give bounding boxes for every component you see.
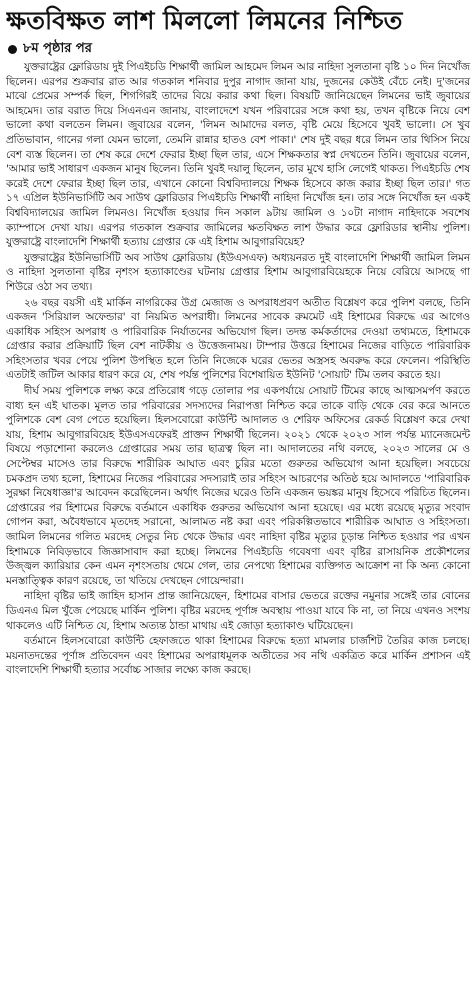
bullet-icon: [8, 45, 17, 54]
continued-from-marker: [8, 40, 470, 58]
paragraph: যুক্তরাষ্ট্রের ফ্লোরিডায় দুই পিএইচডি শিক্ষার্থী জামিল আহমেদ লিমন আর নাহিদা সুলতানা বৃষ্টি ১০ দিন নিখোঁজ ছিলেন। এরপর শুক্রবার রাত আর গতকাল শনিবার দুপুর নাগাদ জানা যায়, দুজনের কেউই বেঁচে নেই। দু'জনের মাঝে প্রেমের সম্পর্ক ছিল, শিগগিরই তাদের বিয়ে করার কথা ছিল। বিষয়টি জানিয়েছেন লিমনের ভাই জুবায়ের আহমেদ। তার বরাত দিয়ে সিএনএন জানায়, বাংলাদেশে যখন পরিবারের সঙ্গে কথা হয়, তখন বৃষ্টিকে নিয়ে বেশ ভালো কথা বলতেন লিমন। জুবায়ের বলেন, 'লিমন আমাদের বলত, বৃষ্টি মেয়ে হিসেবে খুবই ভালো। সে খুব প্রতিভাবান, গানের গলা যেমন ভালো, তেমনি রান্নার হাতও বেশ পাকা।' শেষ দুই বছর ধরে লিমন তার থিসিস নিয়ে বেশ ব্যস্ত ছিলেন। তা শেষ করে দেশে ফেরার ইচ্ছা ছিল তার, এসে শিক্ষকতার স্বপ্ন দেখতেন তিনি। জুবায়ের বলেন, 'আমার ভাই সাধারণ একজন মানুষ ছিলেন। তিনি খুবই দয়ালু ছিলেন, তার মুখে হাসি লেগেই থাকত। পিএইচডি শেষ করেই দেশে ফেরার ইচ্ছা ছিল তার, এখানে কোনো বিশ্ববিদ্যালয়ে শিক্ষক হিসেবে কাজ করার ইচ্ছা ছিল তার।' গত ১৭ এপ্রিল ইউনিভার্সিটি অব সাউথ ফ্লোরিডার পিএইচডি শিক্ষার্থী নাহিদা নিখোঁজ হন। তার সঙ্গে নিখোঁজ হন একই বিশ্ববিদ্যালয়ের জামিল লিমনও। নিখোঁজ হওয়ার দিন সকাল ৯টায় জামিল ও ১০টা নাগাদ নাহিদাকে সবশেষ ক্যাম্পাসে দেখা যায়। এরপর গতকাল শুক্রবার জামিলের ক্ষতবিক্ষত লাশ উদ্ধার করে ফ্লোরিডার স্থানীয় পুলিশ। যুক্তরাষ্ট্রে বাংলাদেশি শিক্ষার্থী হত্যায় গ্রেপ্তার কে এই হিশাম আবুগারবিয়েহ?: [6, 61, 470, 249]
paragraph: বর্তমানে হিলসবোরো কাউন্টি হেফাজতে থাকা হিশামের বিরুদ্ধে হত্যা মামলার চার্জশিট তৈরির কাজ চলছে। ময়নাতদন্তের পূর্ণাঙ্গ প্রতিবেদন এবং হিশামের অপরাধমূলক অতীতের সব নথি একত্রিত করে মার্কিন প্রশাসন এই বাংলাদেশি শিক্ষার্থী হত্যার সর্বোচ্চ সাজার লক্ষ্যে কাজ করছে।: [6, 635, 470, 677]
paragraph: যুক্তরাষ্ট্রের ইউনিভার্সিটি অব সাউথ ফ্লোরিডায় (ইউএসএফ) অধ্যয়নরত দুই বাংলাদেশি শিক্ষার্থী জামিল লিমন ও নাহিদা সুলতানা বৃষ্টির নৃশংস হত্যাকাণ্ডের ঘটনায় গ্রেপ্তার হিশাম আবুগারবিয়েহকে নিয়ে বেরিয়ে আসছে গা শিউরে ওঠা সব তথ্য।: [6, 251, 470, 293]
article-body: [6, 60, 470, 678]
headline: ক্ষতবিক্ষত লাশ মিললো লিমনের নিশ্চিত: [6, 6, 403, 35]
paragraph: দীর্ঘ সময় পুলিশকে লক্ষ্য করে প্রতিরোধ গড়ে তোলার পর একপর্যায়ে সোয়াট টিমের কাছে আত্মসমর্পণ করতে বাধ্য হন এই ঘাতক। মূলত তার পরিবারের সদস্যদের নিরাপত্তা নিশ্চিত করে তাকে বাড়ি থেকে বের করে আনতে পুলিশকে বেশ বেগ পেতে হয়েছিল। হিলসবোরো কাউন্টি আদালত ও শেরিফ অফিসের রেকর্ড বিশ্লেষণ করে দেখা যায়, হিশাম আবুগারবিয়েহ ইউএসএফেরই প্রাক্তন শিক্ষার্থী ছিলেন। ২০২১ থেকে ২০২৩ সাল পর্যন্ত ম্যানেজমেন্ট বিষয়ে পড়াশোনা করলেও গ্রেপ্তারের সময় তার ছাত্রত্ব ছিল না। আদালতের নথি বলছে, ২০২৩ সালের মে ও সেপ্টেম্বর মাসেও তার বিরুদ্ধে শারীরিক আঘাত এবং চুরির মতো গুরুতর অভিযোগ আনা হয়েছিল। সবচেয়ে চমকপ্রদ তথ্য হলো, হিশামের নিজের পরিবারের সদস্যরাই তার সহিংস আচরণের অতিষ্ঠ হয়ে আদালতে 'পারিবারিক সুরক্ষা নিষেধাজ্ঞা'র আবেদন করেছিলেন। অর্থাৎ নিজের ঘরেও তিনি একজন ভয়ঙ্কর মানুষ হিসেবে পরিচিত ছিলেন। গ্রেপ্তারের পর হিশামের বিরুদ্ধে বর্তমানে একাধিক গুরুতর অভিযোগ আনা হয়েছে। এর মধ্যে রয়েছে মৃত্যুর সংবাদ গোপন করা, অবৈধভাবে মৃতদেহ সরানো, আলামত নষ্ট করা এবং পরিকল্পিতভাবে শারীরিক আঘাত ও সহিংসতা। জামিল লিমনের গলিত মরদেহ সেতুর নিচ থেকে উদ্ধার এবং নাহিদা বৃষ্টির মৃত্যুর চূড়ান্ত নিশ্চিত হওয়ার পর এখন হিশামকে নিবিড়ভাবে জিজ্ঞাসাবাদ করা হচ্ছে। লিমনের পিএইচডি গবেষণা এবং বৃষ্টির রাসায়নিক প্রকৌশলের উজ্জ্বল ক্যারিয়ার কেন এমন নৃশংসতায় থেমে গেল, তার নেপথ্যে হিশামের ব্যক্তিগত আক্রোশ না কি অন্য কোনো মনস্তাত্ত্বিক কারণ রয়েছে, তা খতিয়ে দেখছেন গোয়েন্দারা।: [6, 385, 470, 587]
paragraph: নাহিদা বৃষ্টির ভাই জাহিদ হাসান প্রান্ত জানিয়েছেন, হিশামের বাসার ভেতরে রক্তের নমুনার সঙ্গেই তার বোনের ডিএনএ মিল খুঁজে পেয়েছে মার্কিন পুলিশ। বৃষ্টির মরদেহ পূর্ণাঙ্গ অবস্থায় পাওয়া যাবে কি না, তা নিয়ে এখনও সংশয় থাকলেও এটি নিশ্চিত যে, হিশাম অত্যন্ত ঠান্ডা মাথায় এই জোড়া হত্যাকাণ্ড ঘটিয়েছেন।: [6, 590, 470, 632]
paragraph: ২৬ বছর বয়সী এই মার্কিন নাগরিকের উগ্র মেজাজ ও অপরাধপ্রবণ অতীত বিশ্লেষণ করে পুলিশ বলছে, তিনি একজন 'সিরিয়াল অফেন্ডার' বা নিয়মিত অপরাধী। লিমনের সাবেক রুমমেট এই হিশামের বিরুদ্ধে এর আগেও একাধিক সহিংস অপরাধ ও পারিবারিক নির্যাতনের অভিযোগ ছিল। তদন্ত কর্মকর্তাদের দেওয়া তথ্যমতে, হিশামকে গ্রেপ্তার করার প্রক্রিয়াটি ছিল বেশ নাটকীয় ও উত্তেজনাময়। টাম্পার উত্তরে হিশামের নিজের বাড়িতে পারিবারিক সহিংসতার খবর পেয়ে পুলিশ উপস্থিত হলে তিনি নিজেকে ঘরের ভেতর অস্ত্রসহ অবরুদ্ধ করে ফেলেন। পরিস্থিতি এতটাই জটিল আকার ধারণ করে যে, শেষ পর্যন্ত পুলিশের বিশেষায়িত ইউনিট 'সোয়াট' টিম তলব করতে হয়।: [6, 296, 470, 382]
continued-label: ৮ম পৃষ্ঠার পর: [23, 41, 92, 56]
